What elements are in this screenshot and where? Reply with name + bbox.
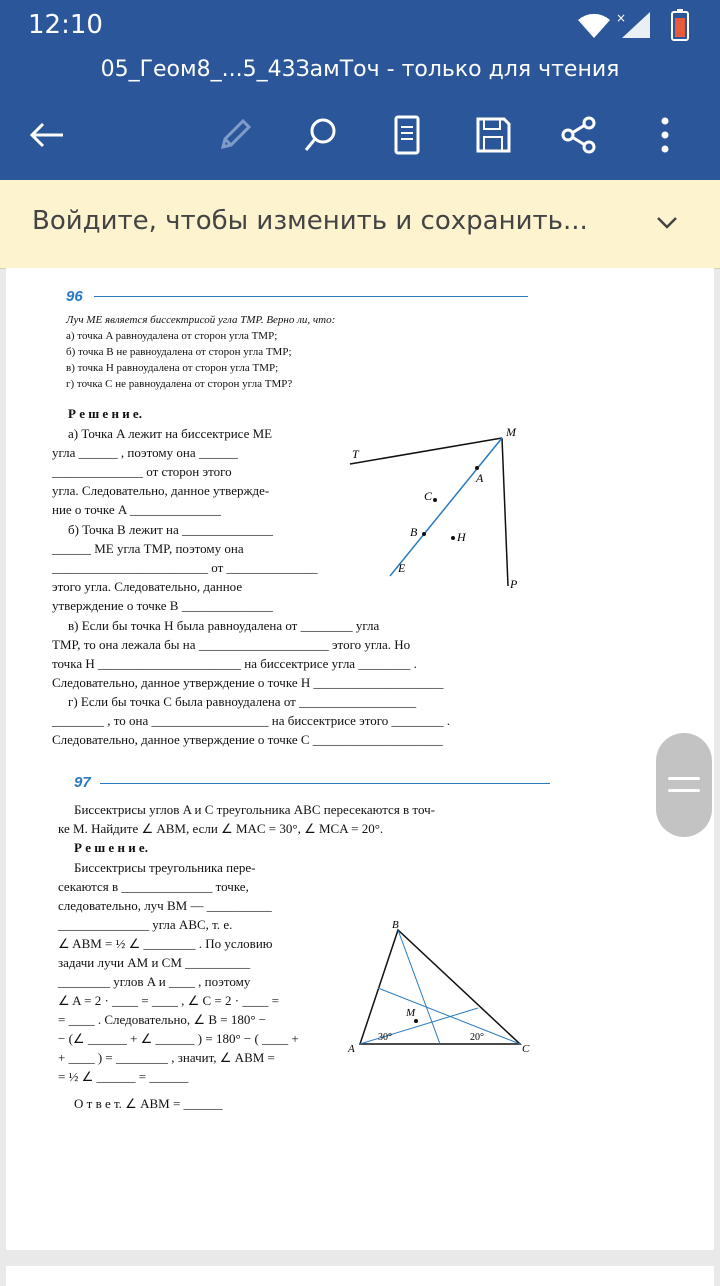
solution-97-line: ________ углов A и ____ , поэтому [58, 974, 251, 989]
solution-96-line: Следовательно, данное утверждение о точке H ____________________ [52, 675, 444, 690]
label-M: M [506, 425, 516, 439]
scroll-thumb[interactable] [656, 733, 712, 837]
label-E: E [398, 561, 406, 575]
solution-97-line: ∠ ABM = ½ ∠ ________ . По условию [58, 936, 273, 951]
document-content [50, 280, 562, 1140]
share-icon [559, 115, 599, 155]
edit-button[interactable] [210, 110, 260, 160]
task-96-line-4: в) точка H равноудалена от сторон угла TMP; [66, 362, 279, 374]
solution-97-line: Биссектрисы треугольника пере- [74, 860, 256, 875]
solution-96-line: ______________ от сторон этого [52, 464, 232, 479]
solution-97-line: следовательно, луч BM — __________ [58, 898, 272, 913]
task-97-line-1: Биссектрисы углов A и C треугольника ABC пересекаются в точ- [74, 802, 435, 817]
label-C: C [522, 1043, 530, 1055]
chevron-down-icon[interactable] [654, 210, 680, 236]
solution-96-line: ______ ME угла TMP, поэтому она [52, 541, 244, 556]
task-96-number: 96 [66, 288, 83, 305]
toolbar [0, 90, 720, 180]
divider [94, 296, 528, 297]
mobile-view-icon [392, 115, 422, 155]
status-bar [0, 0, 720, 50]
solution-97-line: + ____ ) = ________ , значит, ∠ ABM = [58, 1050, 275, 1065]
solution-96-line: а) Точка A лежит на биссектрисе ME [68, 426, 273, 441]
solution-97-line: задачи лучи AM и CM __________ [58, 955, 251, 970]
document-title: 05_Геом8_...5_43ЗамТоч - только для чтения [0, 50, 720, 90]
label-A: A [348, 1043, 355, 1055]
task-96-line-1: Луч ME является биссектрисой угла TMP. Верно ли, что: [66, 314, 336, 326]
save-icon [473, 115, 513, 155]
solution-96-line: угла. Следовательно, данное утвержде- [52, 483, 270, 498]
solution-96-line: в) Если бы точка H была равноудалена от ________ угла [68, 618, 380, 633]
solution-97-line: секаются в ______________ точке, [58, 879, 249, 894]
angle-bisector-diagram [340, 420, 520, 600]
task-96-line-5: г) точка C не равноудалена от сторон угла TMP? [66, 378, 293, 390]
more-options-button[interactable] [640, 110, 690, 160]
solution-96-line: угла ______ , поэтому она ______ [52, 445, 238, 460]
task-96-line-2: а) точка A равноудалена от сторон угла TMP; [66, 330, 278, 342]
solution-96-line: точка H ______________________ на биссектрисе угла ________ . [52, 656, 417, 671]
solution-96-line: утверждение о точке B ______________ [52, 598, 273, 613]
pencil-icon [215, 115, 255, 155]
status-icons [576, 8, 696, 42]
search-button[interactable] [296, 110, 346, 160]
task-97-line-2: ке M. Найдите ∠ ABM, если ∠ MAC = 30°, ∠ MCA = 20°. [58, 821, 384, 836]
task-97-number: 97 [74, 774, 91, 791]
status-time: 12:10 [28, 10, 103, 40]
solution-96-line: TMP, то она лежала бы на ____________________ этого угла. Но [52, 637, 411, 652]
label-M: M [406, 1007, 416, 1019]
sign-in-banner[interactable] [0, 180, 720, 269]
no-signal-icon [616, 11, 650, 38]
battery-icon [672, 9, 688, 40]
triangle-diagram [340, 916, 540, 1056]
more-vertical-icon [659, 115, 671, 155]
document-page [6, 268, 714, 1250]
wifi-icon [578, 14, 610, 38]
divider [100, 783, 550, 784]
answer-97: О т в е т. ∠ ABM = ______ [74, 1096, 223, 1111]
solution-97-line: = ½ ∠ ______ = ______ [58, 1069, 189, 1084]
sign-in-banner-text: Войдите, чтобы изменить и сохранить... [32, 206, 588, 236]
label-C: C [424, 489, 433, 503]
label-B: B [392, 919, 399, 931]
reading-view-button[interactable] [382, 110, 432, 160]
solution-96-line: б) Точка B лежит на ______________ [68, 522, 274, 537]
solution-96-line: ________ , то она __________________ на биссектрисе этого ________ . [52, 713, 450, 728]
save-button[interactable] [468, 110, 518, 160]
solution-97-line: ______________ угла ABC, т. е. [58, 917, 233, 932]
label-angle-A: 30° [378, 1032, 392, 1043]
label-P: P [510, 577, 518, 591]
next-page [6, 1266, 714, 1286]
label-H: H [457, 530, 466, 544]
solution-96-line: Следовательно, данное утверждение о точке C ____________________ [52, 732, 443, 747]
solution-96-line: ние о точке A ______________ [52, 502, 221, 517]
solution-96-line: г) Если бы точка C была равноудалена от __________________ [68, 694, 417, 709]
label-T: T [352, 447, 359, 461]
svg-text:×: × [616, 11, 627, 25]
label-A: A [476, 471, 484, 485]
solution-97-line: − (∠ ______ + ∠ ______ ) = 180° − ( ____ + [58, 1031, 299, 1046]
label-B: B [410, 525, 418, 539]
label-angle-C: 20° [470, 1032, 484, 1043]
back-arrow-icon [27, 120, 67, 150]
solution-97-title: Р е ш е н и е. [74, 840, 148, 855]
solution-96-line: ________________________ от ______________ [52, 560, 318, 575]
back-button[interactable] [22, 110, 72, 160]
solution-96-title: Р е ш е н и е. [68, 406, 142, 421]
solution-97-line: ∠ A = 2 · ____ = ____ , ∠ C = 2 · ____ = [58, 993, 279, 1008]
solution-97-line: = ____ . Следовательно, ∠ B = 180° − [58, 1012, 267, 1027]
search-icon [301, 115, 341, 155]
share-button[interactable] [554, 110, 604, 160]
task-96-line-3: б) точка B не равноудалена от сторон угла TMP; [66, 346, 292, 358]
solution-96-line: этого угла. Следовательно, данное [52, 579, 243, 594]
